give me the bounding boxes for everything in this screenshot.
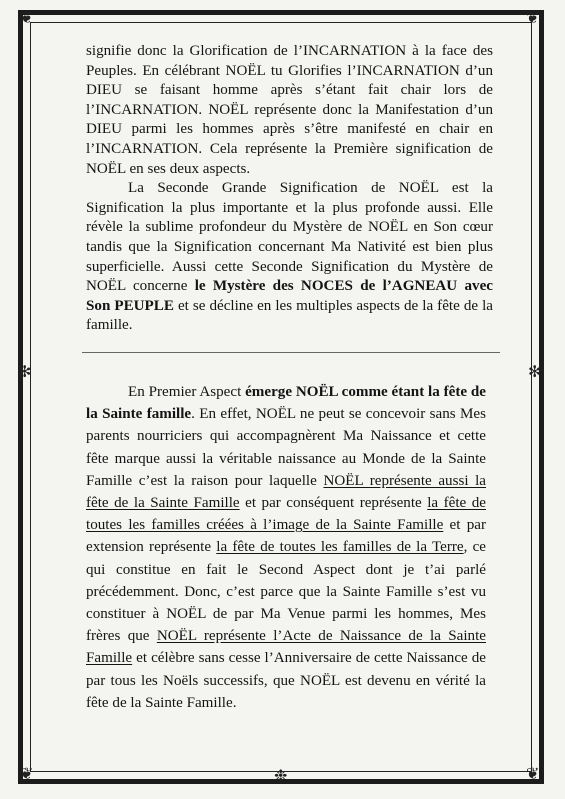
side-ornament-left: ✻ — [18, 362, 32, 381]
bottom-ornament: ❉ — [274, 766, 288, 785]
corner-ornament-bottom-right: ❦ — [526, 764, 540, 783]
paragraph-text: , ce qui constitue en fait le Second Aspect dont je t’ai parlé précédemment. Donc, c’est parce que la Sainte Famille s’est vu constituer à NOËL de par Ma Venue parmi les hommes, Mes frères que — [86, 539, 487, 645]
corner-ornament-top-right: ❦ — [526, 8, 540, 27]
bold-phrase: émerge NOËL comme étant la fête de la Sainte famille — [86, 384, 486, 423]
section-divider — [82, 352, 500, 353]
paragraph-first-signification — [86, 42, 493, 179]
underlined-phrase: la fête de toutes les familles créées à l’image de la Sainte Famille — [86, 495, 486, 534]
paragraph-text: signifie donc la Glorification de l’INCARNATION à la face des Peuples. En célébrant NOËL tu Glorifies l’INCARNATION d’un DIEU se faisant homme après s’étant fait chair lors de l’INCARNATION. NOËL représente donc la Manifestation d’un DIEU parmi les hommes après s’être manifesté en chair en l’INCARNATION. Cela représente la Première signification de NOËL en ses deux aspects. — [86, 43, 493, 177]
paragraph-text: . En effet, NOËL ne peut se concevoir sans Mes parents nourriciers qui accompagnèrent Ma Naissance et cette fête marque aussi la véritable naissance au Monde de la Sainte Famille c’est la raison pour laquelle — [86, 406, 486, 489]
paragraph-second-signification — [86, 179, 493, 336]
paragraph-premier-aspect — [86, 381, 486, 714]
bold-phrase: le Mystère des NOCES de l’AGNEAU avec Son PEUPLE — [86, 278, 493, 314]
paragraph-text: et célèbre sans cesse l’Anniversaire de cette Naissance de par tous les Noëls successifs, que NOËL est devenu en vérité la fête de la Sainte Famille. — [86, 650, 486, 711]
underlined-phrase: NOËL représente l’Acte de Naissance de la Sainte Famille — [86, 628, 486, 667]
corner-ornament-bottom-left: ❦ — [20, 764, 34, 783]
paragraph-text: et par conséquent représente — [239, 495, 428, 512]
paragraph-text: En Premier Aspect — [128, 384, 246, 400]
paragraph-text: et par extension représente — [86, 517, 486, 556]
side-ornament-right: ✻ — [528, 362, 542, 381]
paragraph-text: et se décline en les multiples aspects de la fête de la famille. — [86, 297, 493, 334]
underlined-phrase: NOËL représente aussi la fête de la Sainte Famille — [86, 472, 487, 512]
paragraph-text: La Seconde Grande Signification de NOËL est la Signification la plus importante et la plus profonde aussi. Elle révèle la sublime profondeur du Mystère de NOËL en Son cœur tandis que la Signification concernant Ma Nativité est bien plus superficielle. Aussi cette Seconde Signification du Mystère de NOËL concerne — [86, 180, 493, 295]
corner-ornament-top-left: ❦ — [20, 8, 34, 27]
page-text-bottom — [86, 381, 486, 714]
page-text-top — [86, 42, 493, 336]
underlined-phrase: la fête de toutes les familles de la Terre — [216, 539, 464, 556]
